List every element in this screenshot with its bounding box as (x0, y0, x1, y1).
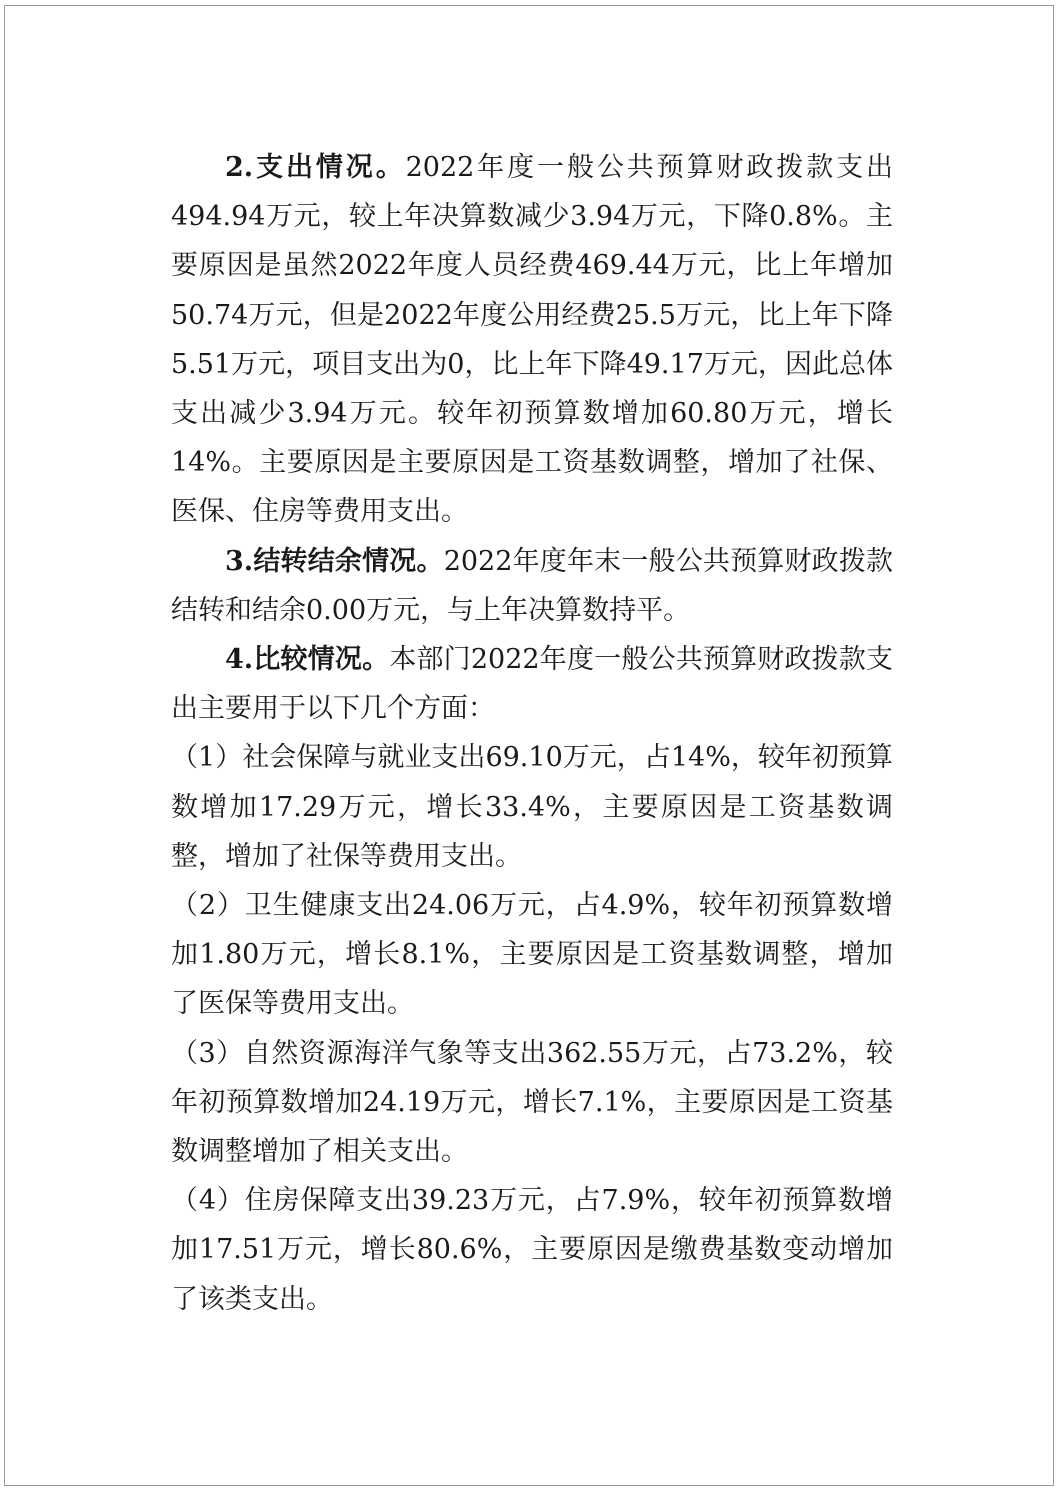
list-item: （3）自然资源海洋气象等支出362.55万元，占73.2%，较年初预算数增加24.19万元，增长7.1%，主要原因是工资基数调整增加了相关支出。 (171, 1037, 893, 1168)
document-body (171, 143, 893, 1324)
list-item: （4）住房保障支出39.23万元，占7.9%，较年初预算数增加17.51万元，增长80.6%，主要原因是缴费基数变动增加了该类支出。 (171, 1185, 893, 1315)
paragraph-text: 2022年度一般公共预算财政拨款支出494.94万元，较上年决算数减少3.94万元，下降0.8%。主要原因是虽然2022年度人员经费469.44万元，比上年增加50.74万元，但是2022年度公用经费25.5万元，比上年下降5.51万元，项目支出为0，比上年下降49.17万元，因此总体支出减少3.94万元。较年初预算数增加60.80万元，增长14%。主要原因是主要原因是工资基数调整，增加了社保、医保、住房等费用支出。 (171, 152, 894, 528)
paragraph-heading: 3.结转结余情况。 (225, 545, 444, 577)
paragraph-heading: 2.支出情况。 (225, 152, 406, 183)
document-page (4, 5, 1054, 1486)
paragraph-text: 2022年度年末一般公共预算财政拨款结转和结余0.00万元，与上年决算数持平。 (171, 545, 894, 626)
paragraph-comparison (171, 635, 893, 733)
paragraph-carryover (171, 537, 893, 635)
paragraph-heading: 4.比较情况。 (225, 644, 390, 676)
list-item: （2）卫生健康支出24.06万元，占4.9%，较年初预算数增加1.80万元，增长8.1%，主要原因是工资基数调整，增加了医保等费用支出。 (171, 890, 893, 1020)
paragraph-text: 本部门2022年度一般公共预算财政拨款支出主要用于以下几个方面： (171, 644, 894, 725)
paragraph-expenditure (171, 143, 893, 537)
list-item: （1）社会保障与就业支出69.10万元，占14%，较年初预算数增加17.29万元，增长33.4%，主要原因是工资基数调整，增加了社保等费用支出。 (171, 742, 893, 872)
